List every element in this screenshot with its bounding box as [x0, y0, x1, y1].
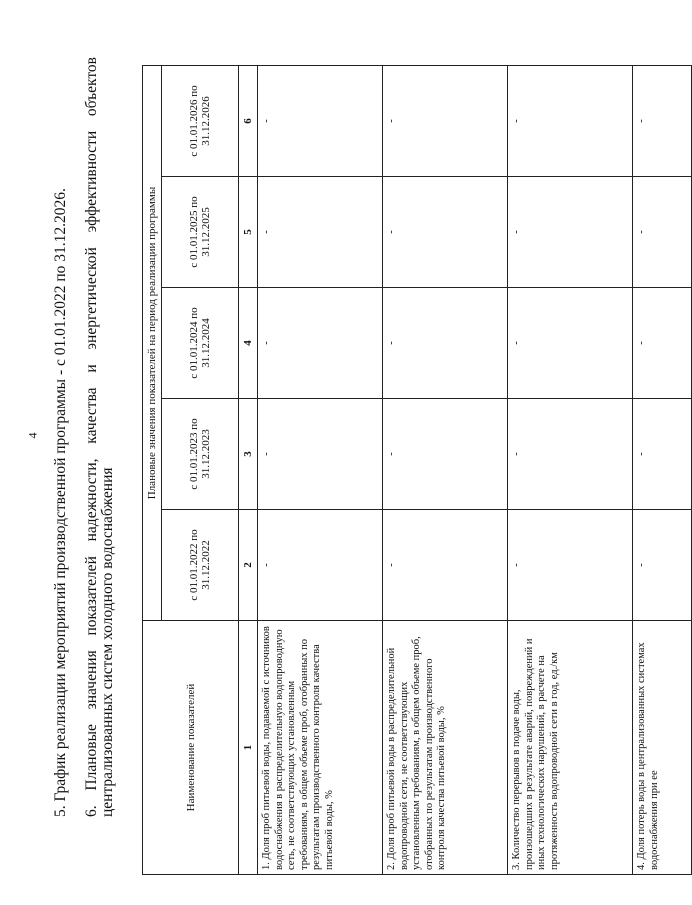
period-header-2025: с 01.01.2025 по 31.12.2025 [162, 177, 239, 288]
indicator-name: 2. Доля проб питьевой воды в распределительной водопроводной сети, не соответствующих установленным требованиям, в общем объеме проб, отобранных по результатам производственного контроля качества питьевой воды, % [383, 621, 508, 875]
indicator-value: - [383, 288, 508, 399]
name-column-header: Наименование показателей [143, 621, 239, 875]
period-header-2026: с 01.01.2026 по 31.12.2026 [162, 66, 239, 177]
column-number-row [239, 66, 258, 875]
indicator-name: 1. Доля проб питьевой воды, подаваемой с источников водоснабжения в распределительную водопроводную сеть, не соответствующих установленным требованиям, в общем объеме проб, отобранных по результатам производственного контроля качества питьевой воды, % [258, 621, 383, 875]
indicator-value: - [258, 288, 383, 399]
indicator-value: - [508, 399, 633, 510]
column-number: 1 [239, 621, 258, 875]
indicator-name: 3. Количество перерывов в подаче воды, произошедших в результате аварий, повреждений и иных технологических нарушений, в расчете на протяженность водопроводной сети в год, ед./км [508, 621, 633, 875]
indicator-value: - [508, 288, 633, 399]
indicator-value: - [508, 510, 633, 621]
section-5-heading: 5. График реализации мероприятий производственной программы - с 01.01.2022 по 31.12.2026. [52, 188, 69, 817]
indicator-value: - [633, 510, 692, 621]
period-group-header: Плановые значения показателей на период реализации программы [143, 66, 162, 621]
indicator-value: - [633, 399, 692, 510]
table-row [633, 66, 692, 875]
indicators-table [142, 65, 692, 875]
indicator-value: - [633, 66, 692, 177]
column-number: 5 [239, 177, 258, 288]
indicator-value: - [258, 66, 383, 177]
indicator-value: - [383, 510, 508, 621]
indicator-value: - [383, 66, 508, 177]
section-6-heading: 6. Плановые значения показателей надежности, качества и энергетической эффективности объектов централизованных систем холодного водоснабжения [83, 57, 117, 817]
column-number: 4 [239, 288, 258, 399]
indicator-name: 4. Доля потерь воды в централизованных системах водоснабжения при ее [633, 621, 692, 875]
column-number: 3 [239, 399, 258, 510]
table-row [383, 66, 508, 875]
indicator-value: - [633, 177, 692, 288]
page-number: 4 [25, 432, 40, 439]
period-header-2023: с 01.01.2023 по 31.12.2023 [162, 399, 239, 510]
table-row [258, 66, 383, 875]
indicator-value: - [258, 399, 383, 510]
column-number: 2 [239, 510, 258, 621]
indicator-value: - [508, 66, 633, 177]
indicator-value: - [383, 177, 508, 288]
indicator-value: - [258, 177, 383, 288]
indicator-value: - [383, 399, 508, 510]
indicator-value: - [508, 177, 633, 288]
indicator-value: - [633, 288, 692, 399]
period-header-2024: с 01.01.2024 по 31.12.2024 [162, 288, 239, 399]
column-number: 6 [239, 66, 258, 177]
table-row [508, 66, 633, 875]
table-header-row [143, 66, 162, 875]
period-header-2022: с 01.01.2022 по 31.12.2022 [162, 510, 239, 621]
indicator-value: - [258, 510, 383, 621]
